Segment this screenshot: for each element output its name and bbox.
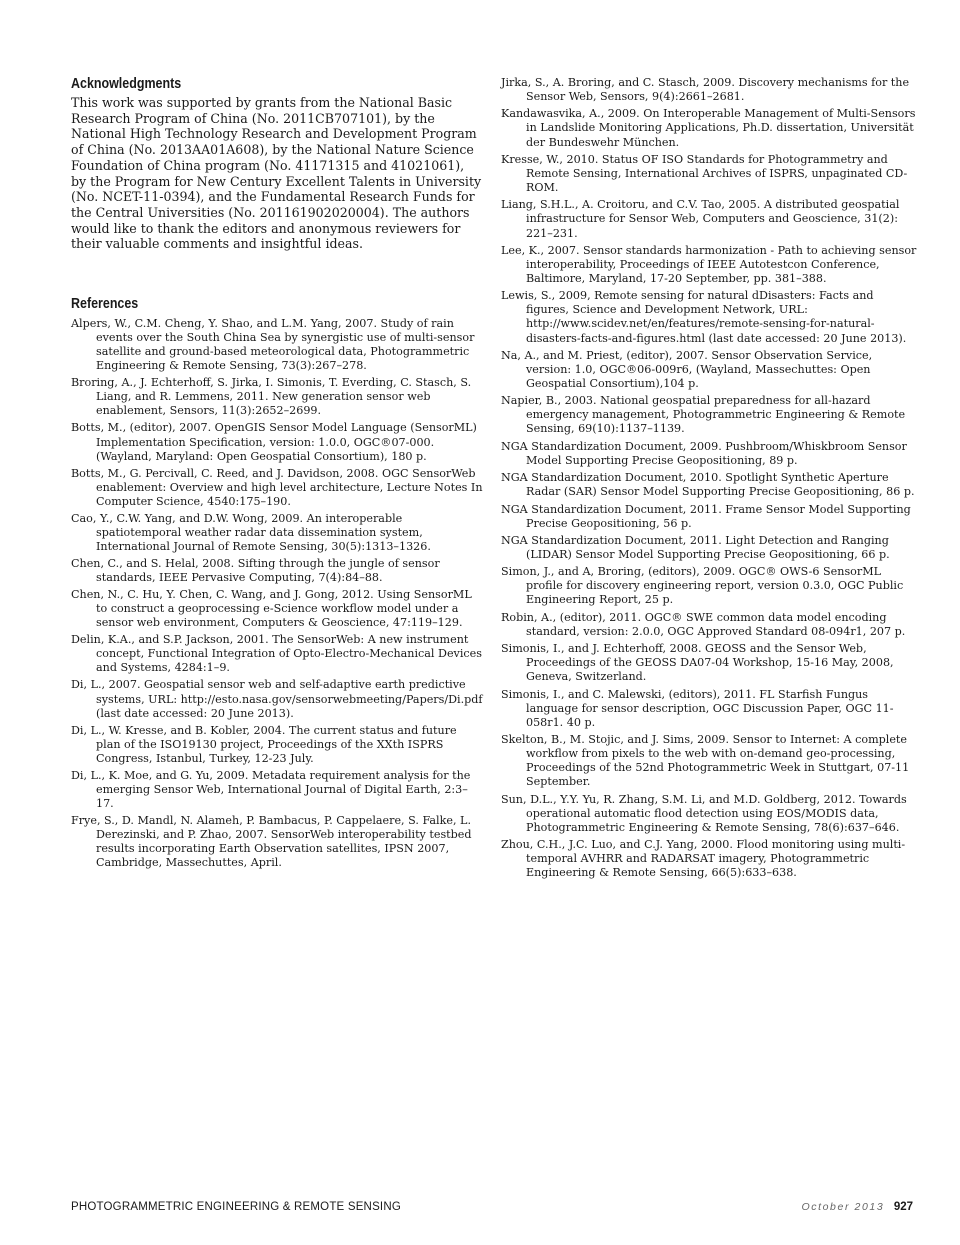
acknowledgments-text: This work was supported by grants from the National Basic Research Program of China (No. 2011CB707101), by the National High Technology Research and Development Program of China (No. 2013AA01A608), by the National Nature Science Foundation of China program (No. 41171315 and 41021061), by the Program for New Century Excellent Talents in University (No. NCET-11-0394), and the Fundamental Research Funds for the Central Universities (No. 201161902020004). The authors would like to thank the editors and anonymous reviewers for their valuable comments and insightful ideas. <box>71 95 482 252</box>
reference-item: Liang, S.H.L., A. Croitoru, and C.V. Tao, 2005. A distributed geospatial infrastructure for Sensor Web, Computers and Geoscience, 31(2): 221–231. <box>501 198 900 240</box>
reference-item: NGA Standardization Document, 2011. Frame Sensor Model Supporting Precise Geopositioning, 56 p. <box>501 502 911 530</box>
reference-item: Simonis, I., and J. Echterhoff, 2008. GEOSS and the Sensor Web, Proceedings of the GEOSS DA07-04 Workshop, 15-16 May, 2008, Geneva, Switzerland. <box>501 642 894 684</box>
reference-item: Botts, M., G. Percivall, C. Reed, and J. Davidson, 2008. OGC SensorWeb enablement: Overview and high level architecture, Lecture Notes In Computer Science, 4540:175–190. <box>71 466 483 508</box>
reference-item: Kandawasvika, A., 2009. On Interoperable Management of Multi-Sensors in Landslide Monitoring Applications, Ph.D. dissertation, Universität der Bundeswehr München. <box>501 107 916 149</box>
reference-item: Sun, D.L., Y.Y. Yu, R. Zhang, S.M. Li, and M.D. Goldberg, 2012. Towards operational automatic flood detection using EOS/MODIS data, Photogrammetric Engineering & Remote Sensing, 78(6):637–646. <box>501 792 907 834</box>
reference-item: Botts, M., (editor), 2007. OpenGIS Sensor Model Language (SensorML) Implementation Specification, version: 1.0.0, OGC®07-000. (Wayland, Maryland: Open Geospatial Consortium), 180 p. <box>71 421 477 463</box>
reference-item: Chen, C., and S. Helal, 2008. Sifting through the jungle of sensor standards, IEEE Pervasive Computing, 7(4):84–88. <box>71 556 440 585</box>
references-heading: References <box>71 296 139 313</box>
reference-item: Zhou, C.H., J.C. Luo, and C.J. Yang, 2000. Flood monitoring using multi-temporal AVHRR and RADARSAT imagery, Photogrammetric Engineering & Remote Sensing, 66(5):633–638. <box>501 838 906 880</box>
reference-item: Skelton, B., M. Stojic, and J. Sims, 2009. Sensor to Internet: A complete workflow from pixels to the web with on-demand geo-processing, Proceedings of the 52nd Photogrammetric Week in Stuttgart, 07-11 September. <box>501 733 910 789</box>
reference-item: Di, L., K. Moe, and G. Yu, 2009. Metadata requirement analysis for the emerging Sensor Web, International Journal of Digital Earth, 2:3–17. <box>71 768 471 810</box>
reference-item: Jirka, S., A. Broring, and C. Stasch, 2009. Discovery mechanisms for the Sensor Web, Sensors, 9(4):2661–2681. <box>501 76 910 104</box>
reference-item: Simonis, I., and C. Malewski, (editors), 2011. FL Starfish Fungus language for sensor description, OGC Discussion Paper, OGC 11-058r1. 40 p. <box>501 687 894 729</box>
journal-name: PHOTOGRAMMETRIC ENGINEERING & REMOTE SENSING <box>71 1201 401 1213</box>
reference-item: Napier, B., 2003. National geospatial preparedness for all-hazard emergency management, Photogrammetric Engineering & Remote Sensing, 69(10):1137–1139. <box>501 394 906 436</box>
reference-item: Chen, N., C. Hu, Y. Chen, C. Wang, and J. Gong, 2012. Using SensorML to construct a geoprocessing e-Science workflow model under a sensor web environment, Computers & Geoscience, 47:119–129. <box>71 588 472 630</box>
references-list-right <box>501 76 919 880</box>
footer-right <box>801 1199 913 1215</box>
reference-item: Frye, S., D. Mandl, N. Alameh, P. Bambacus, P. Cappelaere, S. Falke, L. Derezinski, and P. Zhao, 2007. SensorWeb interoperability testbed results incorporating Earth Observation satellites, IPSN 2007, Cambridge, Massechuttes, April. <box>71 813 472 870</box>
reference-item: Lewis, S., 2009, Remote sensing for natural dDisasters: Facts and figures, Science and Development Network, URL: http://www.scidev.net/en/features/remote-sensing-for-natural-disasters-facts-and-figures.html (last date accessed: 20 June 2013). <box>501 289 907 345</box>
reference-item: Na, A., and M. Priest, (editor), 2007. Sensor Observation Service, version: 1.0, OGC®06-009r6, (Wayland, Massechuttes: Open Geospatial Consortium),104 p. <box>501 348 873 390</box>
references-list-left <box>71 317 483 870</box>
reference-item: NGA Standardization Document, 2009. Pushbroom/Whiskbroom Sensor Model Supporting Precise Geopositioning, 89 p. <box>501 439 907 467</box>
page-footer <box>71 1199 913 1215</box>
reference-item: Lee, K., 2007. Sensor standards harmonization - Path to achieving sensor interoperability, Proceedings of IEEE Autotestcon Conference, Baltimore, Maryland, 17-20 September, pp. 381–388. <box>501 243 917 285</box>
right-column <box>501 76 919 884</box>
acknowledgments-heading: Acknowledgments <box>71 76 182 92</box>
reference-item: Alpers, W., C.M. Cheng, Y. Shao, and L.M. Yang, 2007. Study of rain events over the South China Sea by synergistic use of multi-sensor satellite and ground-based meteorological data, Photogrammetric Engineering & Remote Sensing, 73(3):267–278. <box>71 317 475 373</box>
reference-item: NGA Standardization Document, 2011. Light Detection and Ranging (LIDAR) Sensor Model Supporting Precise Geopositioning, 66 p. <box>501 533 890 561</box>
reference-item: Delin, K.A., and S.P. Jackson, 2001. The SensorWeb: A new instrument concept, Functional Integration of Opto-Electro-Mechanical Devices and Systems, 4284:1–9. <box>71 633 482 675</box>
issue-date: October 2013 <box>801 1201 885 1213</box>
page-number: 927 <box>893 1201 913 1213</box>
reference-item: Di, L., W. Kresse, and B. Kobler, 2004. The current status and future plan of the ISO19130 project, Proceedings of the XXth ISPRS Congress, Istanbul, Turkey, 12-23 July. <box>71 723 457 765</box>
reference-item: Cao, Y., C.W. Yang, and D.W. Wong, 2009. An interoperable spatiotemporal weather radar data dissemination system, International Journal of Remote Sensing, 30(5):1313–1326. <box>71 511 431 553</box>
left-column <box>71 76 483 873</box>
reference-item: Di, L., 2007. Geospatial sensor web and self-adaptive earth predictive systems, URL: http://esto.nasa.gov/sensorwebmeeting/Papers/Di.pdf (last date accessed: 20 June 2013). <box>71 678 483 720</box>
reference-item: NGA Standardization Document, 2010. Spotlight Synthetic Aperture Radar (SAR) Sensor Model Supporting Precise Geopositioning, 86 p. <box>501 471 915 499</box>
reference-item: Broring, A., J. Echterhoff, S. Jirka, I. Simonis, T. Everding, C. Stasch, S. Liang, and R. Lemmens, 2011. New generation sensor web enablement, Sensors, 11(3):2652–2699. <box>71 376 472 418</box>
reference-item: Robin, A., (editor), 2011. OGC® SWE common data model encoding standard, version: 2.0.0, OGC Approved Standard 08-094r1, 207 p. <box>501 610 906 638</box>
reference-item: Kresse, W., 2010. Status OF ISO Standards for Photogrammetry and Remote Sensing, International Archives of ISPRS, unpaginated CD-ROM. <box>501 152 908 195</box>
reference-item: Simon, J., and A, Broring, (editors), 2009. OGC® OWS-6 SensorML profile for discovery engineering report, version 0.3.0, OGC Public Engineering Report, 25 p. <box>501 565 904 607</box>
